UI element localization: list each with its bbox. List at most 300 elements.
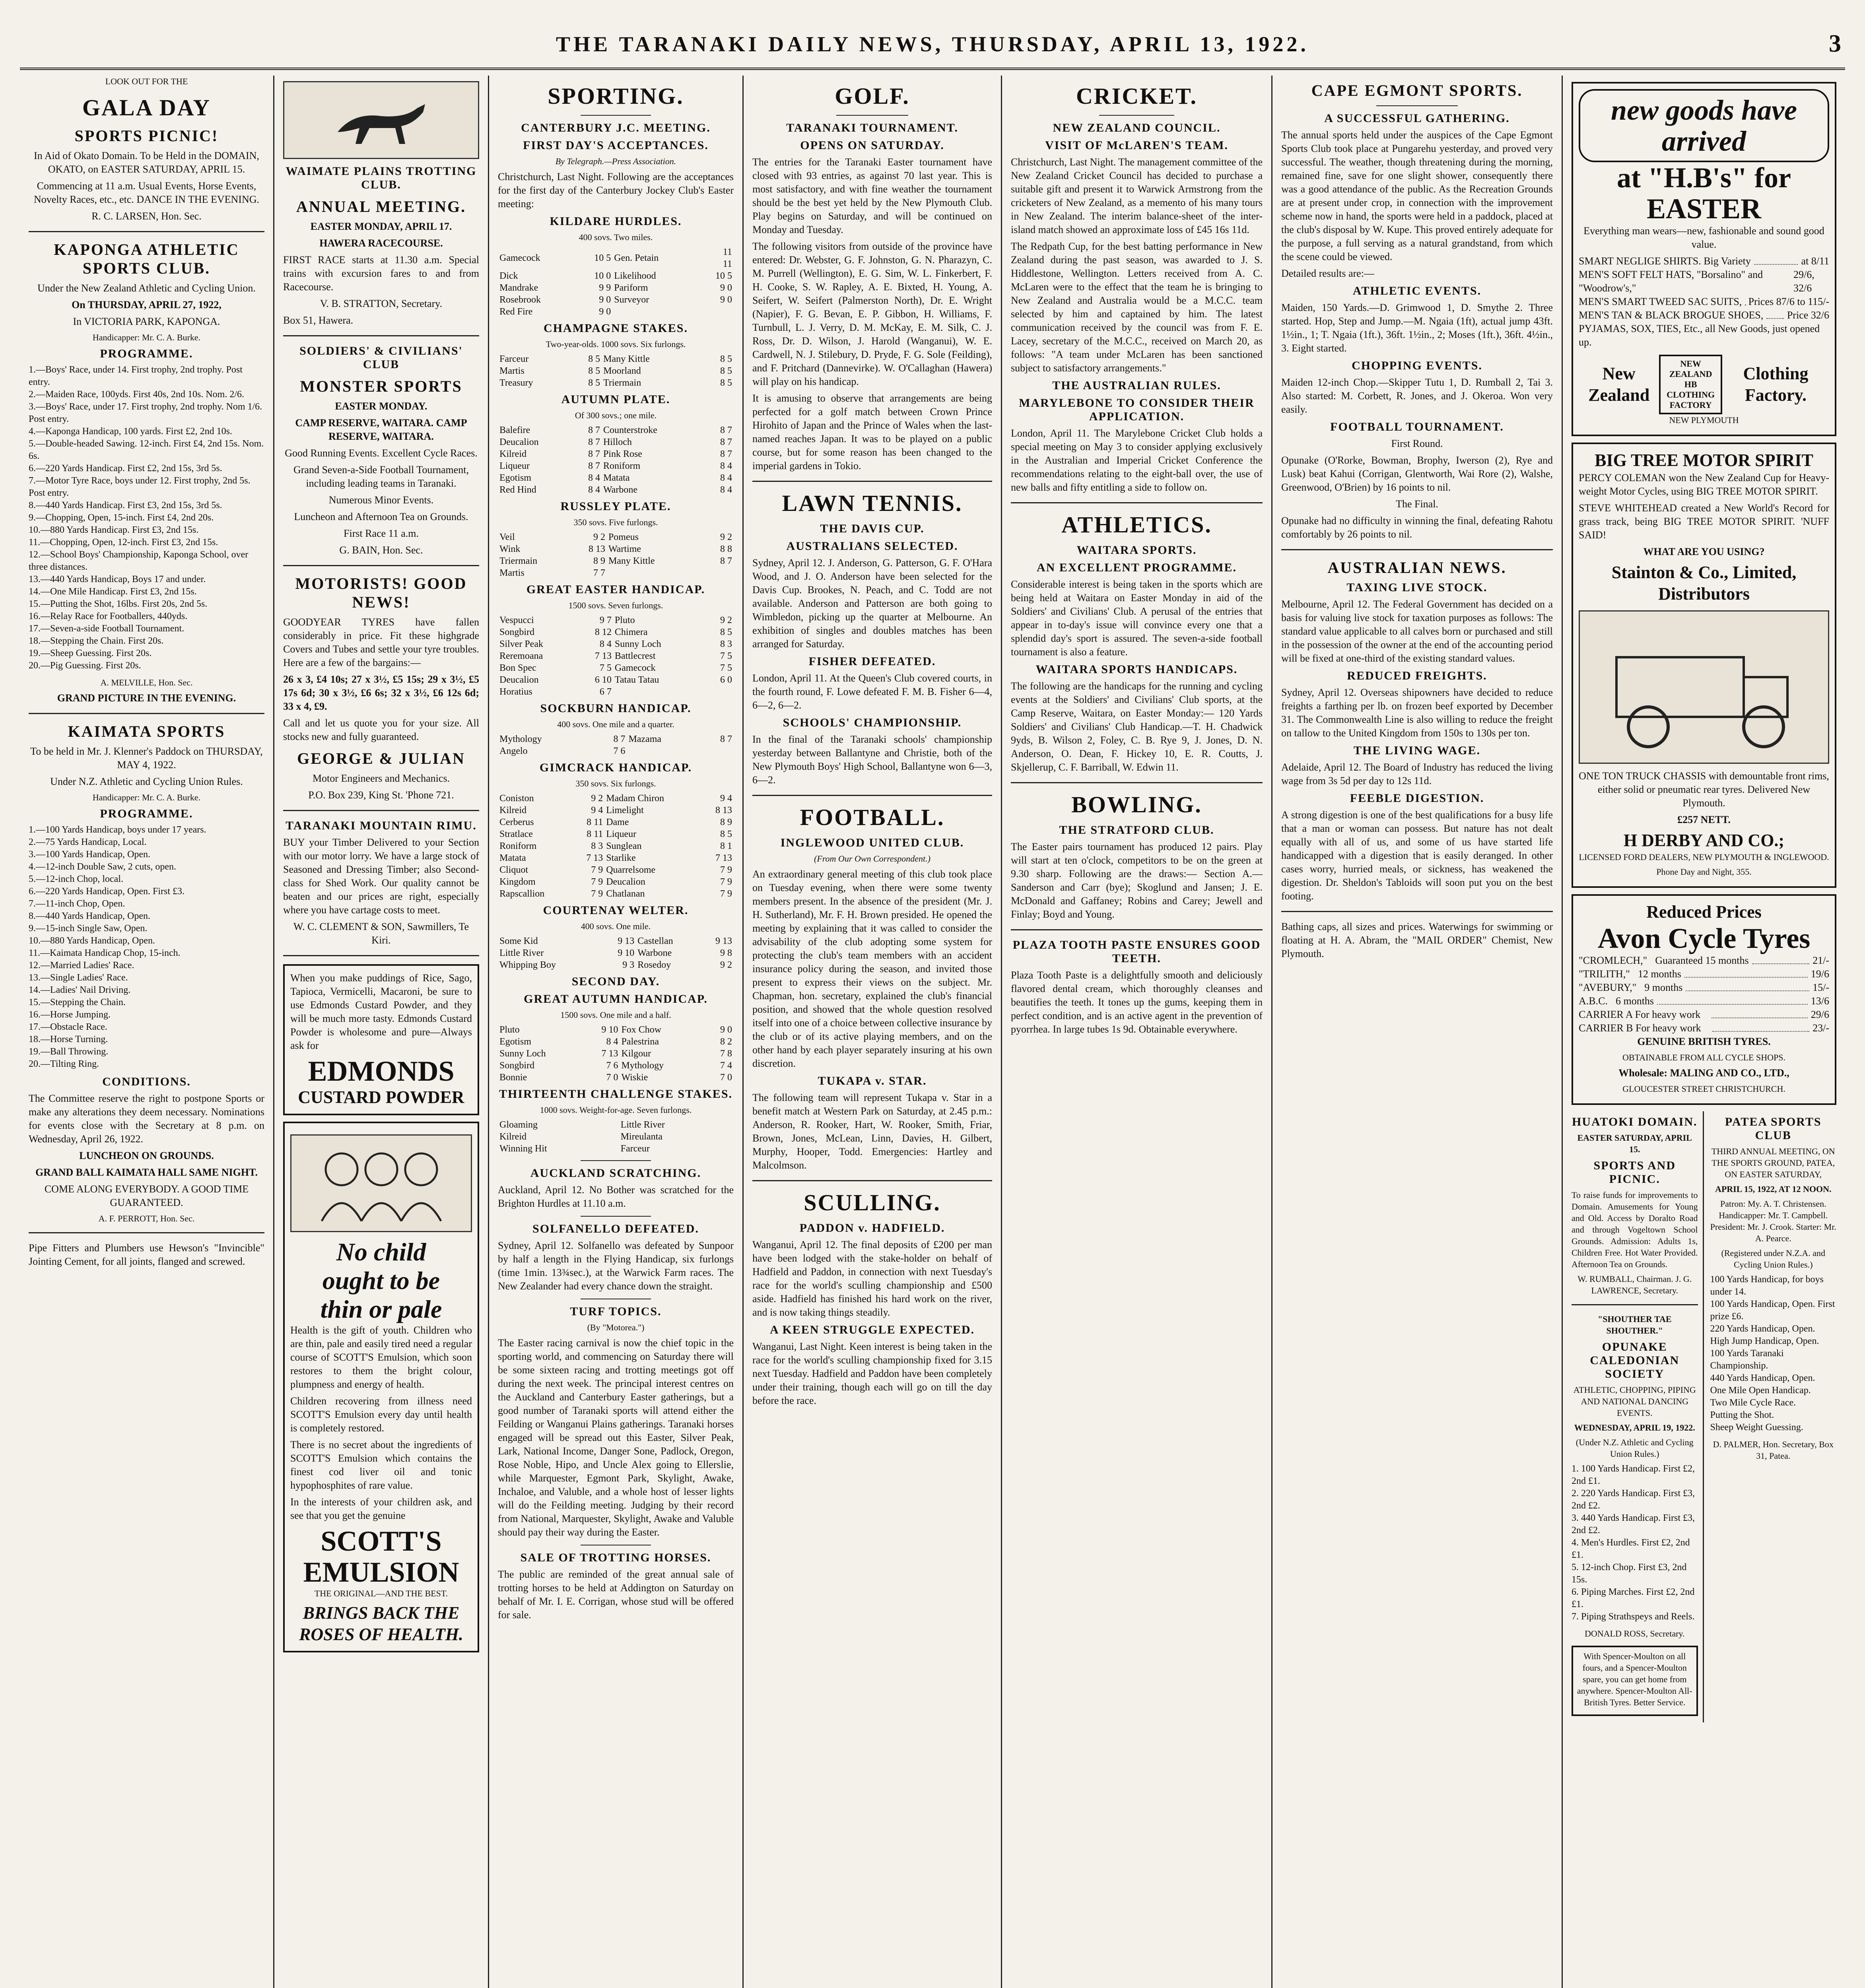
wholesale: Wholesale: MALING AND CO., LTD., (1618, 1067, 1789, 1079)
table-row (498, 947, 734, 959)
column-3 (489, 76, 744, 1988)
divider (752, 795, 992, 796)
horse-name (607, 567, 711, 579)
horse-weight: 8 4 (720, 461, 732, 471)
sale-text: The public are reminded of the great annual sale of trotting horses to be held at Addington on Saturday on behalf of Mr. I. E. Corrigan, whose stud will be offered for sale. (498, 1569, 734, 1621)
divider (1011, 502, 1263, 503)
horse-weight: 9 4 (720, 793, 732, 804)
living-text: Adelaide, April 12. The Board of Industry has reduced the living wage from 3s 5d per day to 12s 11d. (1281, 761, 1553, 786)
price-item: MEN'S SMART TWEED SAC SUITS, (1579, 296, 1742, 307)
horse-weight: 8 5 (588, 366, 600, 376)
gala-lookout: LOOK OUT FOR THE (105, 76, 188, 86)
luncheon-2: Luncheon and Afternoon Tea on Grounds. (294, 511, 468, 522)
list-item: 2.—75 Yards Handicap, Local. (29, 837, 147, 847)
second-day: SECOND DAY. (571, 975, 660, 988)
divider (752, 481, 992, 482)
table-row (498, 733, 734, 745)
leader-dots (1686, 981, 1809, 991)
scott-headline-1: No child (336, 1238, 426, 1266)
conditions-label: CONDITIONS. (102, 1075, 191, 1088)
soldiers-secretary: G. BAIN, Hon. Sec. (339, 544, 423, 556)
excellent-programme: AN EXCELLENT PROGRAMME. (1037, 561, 1237, 574)
table-row (498, 1060, 734, 1072)
list-item: 11.—Kaimata Handicap Chop, 15-inch. (29, 948, 181, 958)
stratford-club: THE STRATFORD CLUB. (1059, 823, 1214, 837)
price-row (1579, 309, 1829, 322)
table-row (498, 472, 734, 484)
programme-label: PROGRAMME. (100, 807, 193, 820)
price-item: SMART NEGLIGE SHIRTS. Big Variety (1579, 255, 1751, 267)
taranaki-tournament: TARANAKI TOURNAMENT. (786, 121, 958, 134)
taxing-text: Melbourne, April 12. The Federal Government has decided on a basis for valuing live stock for taxation purposes as follows: The standard value applicable to all calves born or purchased and still in the possession of the owner at the end of the accounting period will be fixed at one-third of the existing standard values. (1281, 598, 1553, 664)
horse-name: Horatius (499, 687, 532, 697)
horse-name: Matata (603, 473, 630, 483)
stainton: Stainton & Co., Limited, Distributors (1611, 563, 1797, 604)
section-cricket: CRICKET. (1076, 83, 1197, 109)
scott-brand: SCOTT'S EMULSION (303, 1525, 459, 1588)
horse-illustration (283, 81, 479, 159)
table-row (498, 864, 734, 876)
horse-weight: 8 7 (588, 461, 600, 471)
divider (581, 1216, 651, 1217)
horse-name: Roniform (603, 461, 641, 471)
tyre-row (1579, 981, 1829, 994)
race-table (498, 792, 734, 900)
table-row (498, 662, 734, 674)
rimu-signature: W. C. CLEMENT & SON, Sawmillers, Te Kiri. (293, 921, 469, 946)
horse-name: Liqueur (606, 829, 637, 839)
horse-name: Pluto (499, 1025, 520, 1035)
kaimata-handicapper: Handicapper: Mr. C. A. Burke. (92, 792, 201, 802)
grand-seven: Grand Seven-a-Side Football Tournament, including leading teams in Taranaki. (293, 464, 469, 489)
horse-name: Gen. Petain (614, 253, 659, 263)
horse-weight: 8 9 (593, 556, 605, 566)
price-row (1579, 322, 1829, 349)
hbs-easter: at "H.B's" for EASTER (1617, 162, 1791, 225)
list-item: 1.—100 Yards Handicap, boys under 17 years. (29, 825, 206, 835)
tyre-price: 23/- (1813, 1022, 1829, 1034)
horse-name: Likelihood (614, 271, 656, 281)
golf-text-3: It is amusing to observe that arrangements are being perfected for a golf match between Crown Prince Hirohito of Japan and the Prince of Wales when the last-named reaches Japan. It was to be played on a public course, but for some reason has been changed to the imperial gardens in Tokio. (752, 392, 992, 472)
horse-weight: 7 9 (720, 865, 732, 875)
by-telegraph: By Telegraph.—Press Association. (555, 156, 676, 166)
list-item: 11.—Chopping, Open, 12-inch. First £3, 2nd 15s. (29, 537, 218, 547)
tyre-price: 29/6 (1811, 1009, 1829, 1020)
horse-name: Little River (499, 948, 544, 958)
race-table (498, 424, 734, 496)
horse-weight: 9 2 (720, 960, 732, 970)
keen-text: Wanganui, Last Night. Keen interest is being taken in the race for the world's sculling championship fixed for 3.15 next Tuesday. Hadfield and Paddon have been completely under their training, though each will go on till the day before the race. (752, 1341, 992, 1406)
horse-name: Veil (499, 532, 515, 542)
horse-name: Rosebrook (499, 295, 541, 305)
reduced-freights: REDUCED FREIGHTS. (1347, 669, 1487, 682)
nz-council: NEW ZEALAND COUNCIL. (1053, 121, 1221, 134)
taxing-live-stock: TAXING LIVE STOCK. (1346, 581, 1488, 594)
horse-weight: 7 6 (606, 1060, 618, 1071)
list-item: 2.—Maiden Race, 100yds. First 40s, 2nd 10s. Nom. 2/6. (29, 389, 244, 400)
horse-weight: 10 5 (594, 253, 611, 263)
horse-weight: 8 13 (588, 544, 605, 554)
horse-name: Pink Rose (603, 449, 642, 459)
list-item: Two Mile Cycle Race. (1710, 1398, 1796, 1408)
list-item: 100 Yards Taranaki Championship. (1710, 1348, 1784, 1371)
horse-name: Madam Chiron (606, 793, 664, 804)
horse-name: Farceur (499, 354, 529, 364)
price-value: 29/6, 32/6 (1793, 269, 1814, 294)
price-row (1579, 254, 1829, 268)
table-row (498, 246, 734, 270)
list-item: 19.—Ball Throwing. (29, 1046, 109, 1057)
huatoki-date: EASTER SATURDAY, APRIL 15. (1577, 1133, 1692, 1154)
spencer-text: With Spencer-Moulton on all fours, and a Spencer-Moulton spare, you can get home from anywhere. Spencer-Moulton All-British Tyres. Better Service. (1577, 1651, 1692, 1707)
section-athletics: ATHLETICS. (1061, 512, 1212, 538)
handicaps-text: The following are the handicaps for the running and cycling events at the Soldiers' and Civilians' Club sports, at the Camp Reserve, Waitara, on Easter Monday:— 120 Yards Soldiers' and Civilians' Club Handicap.—T. H. Chadwick 9yds, B. Wilson 2, Foley, C. B. Rye 9, J. Jones, D. N. Anderson, O. Dean, F. Hickey 10, E. R. Coutts, J. Skjellerup, C. F. Barriball, W. Edwin 11. (1011, 680, 1263, 773)
horse-name: Matata (499, 853, 526, 863)
horse-weight: 7 13 (715, 853, 732, 863)
table-row (498, 876, 734, 888)
horse-weight: 8 9 (720, 817, 732, 827)
athletic-events: ATHLETIC EVENTS. (1352, 284, 1482, 297)
horse-name: Rosedoy (637, 960, 671, 970)
horse-name: Battlecrest (614, 651, 656, 661)
horse-name: Cerberus (499, 817, 534, 827)
horse-name: Deucalion (499, 675, 539, 685)
right-bottom-ads (1710, 1111, 1837, 1722)
table-row (498, 460, 734, 472)
opunake-sub: ATHLETIC, CHOPPING, PIPING AND NATIONAL DANCING EVENTS. (1573, 1385, 1696, 1418)
list-item: 13.—Single Ladies' Race. (29, 973, 128, 983)
horse-weight: 9 2 (720, 532, 732, 542)
price-value: Prices 87/6 to 115/- (1748, 296, 1829, 307)
list-item: 13.—440 Yards Handicap, Boys 17 and under. (29, 574, 206, 584)
horse-weight: 8 7 (720, 425, 732, 435)
leader-dots (1752, 954, 1810, 964)
truck-illustration (1579, 610, 1829, 764)
annual-meeting: ANNUAL MEETING. (296, 198, 466, 215)
divider (836, 115, 908, 116)
tyre-name: A.B.C. (1579, 995, 1608, 1007)
plaza-heading: PLAZA TOOTH PASTE ENSURES GOOD TEETH. (1012, 938, 1261, 965)
horse-weight: 6 10 (594, 675, 612, 685)
horse-name: Sunny Loch (614, 639, 661, 649)
list-item: 3.—Boys' Race, under 17. First trophy, 2nd trophy. Nom 1/6. Post entry. (29, 402, 262, 424)
tyre-row (1579, 1021, 1829, 1035)
soldiers-title: SOLDIERS' & CIVILIANS' CLUB (299, 344, 463, 371)
bathing-ad: Bathing caps, all sizes and prices. Waterwings for swimming or floating at H. A. Abram, the "MAIL ORDER" Chemist, New Plymouth. (1281, 921, 1553, 959)
table-row (498, 804, 734, 816)
horse-weight: 8 5 (720, 366, 732, 376)
horse-name: Castellan (637, 936, 673, 946)
good-running: Good Running Events. Excellent Cycle Races. (285, 447, 478, 459)
gala-text: In Aid of Okato Domain. To be Held in the DOMAIN, OKATO, on EASTER SATURDAY, APRIL 15. (34, 150, 259, 175)
kaimata-union: Under N.Z. Athletic and Cycling Union Rules. (50, 776, 243, 787)
gj-address: P.O. Box 239, King St. 'Phone 721. (308, 789, 454, 801)
horse-weight (711, 745, 734, 757)
list-item: 3.—100 Yards Handicap, Open. (29, 849, 150, 860)
table-row (498, 353, 734, 365)
horse-weight: 9 0 (720, 1025, 732, 1035)
masthead (20, 24, 1845, 70)
horse-name: Bon Spec (499, 663, 536, 673)
leader-dots (1657, 994, 1808, 1005)
come-along: COME ALONG EVERYBODY. A GOOD TIME GUARANTEED. (44, 1183, 249, 1208)
scott-headline-2: ought to be (322, 1266, 440, 1295)
bottom-ads (1572, 1111, 1836, 1722)
list-item: 20.—Pig Guessing. First 20s. (29, 660, 141, 671)
waimate-title: WAIMATE PLAINS TROTTING CLUB. (286, 165, 477, 191)
list-item: 220 Yards Handicap, Open. (1710, 1324, 1815, 1334)
truck-text: ONE TON TRUCK CHASSIS with demountable front rims, either solid or pneumatic rear tyres. Delivered New Plymouth. (1579, 770, 1829, 809)
race-conditions: 350 sovs. Six furlongs. (575, 779, 656, 788)
opens-saturday: OPENS ON SATURDAY. (800, 139, 944, 152)
horse-weight: 9 7 (599, 615, 612, 625)
horse-weight: 8 11 (587, 817, 603, 827)
first-round: First Round. (1391, 438, 1443, 449)
athletics-text: Considerable interest is being taken in the sports which are being held at Waitara on Easter Monday in aid of the Soldiers' and Civilians' Club. A perusal of the entries that appear in to-day's issue will convince every one that a splendid day's sport is assured. The seven-a-side football tournament is also a feature. (1011, 579, 1263, 658)
horse-name: Sunglean (606, 841, 642, 851)
big-tree-title: BIG TREE MOTOR SPIRIT (1595, 450, 1813, 470)
horse-weight (711, 306, 734, 318)
race-heading: KILDARE HURDLES. (550, 215, 682, 228)
table-row (498, 674, 734, 686)
horse-name: Kilreid (499, 449, 526, 459)
patea-officials: Patron: My. A. T. Christensen. Handicapper: Mr. T. Campbell. President: Mr. J. Crook. Starter: Mr. A. Pearce. (1710, 1199, 1836, 1243)
kaponga-date: On THURSDAY, APRIL 27, 1922, (72, 299, 221, 311)
horse-weight: 8 4 (606, 1037, 618, 1047)
divider (581, 115, 651, 116)
list-item: 7.—11-inch Chop, Open. (29, 899, 125, 909)
waimate-box: Box 51, Hawera. (283, 315, 354, 326)
horse-name: Mandrake (499, 283, 538, 293)
horse-weight: 8 8 (720, 544, 732, 554)
race-table (498, 353, 734, 389)
horse-name: Egotism (499, 1037, 532, 1047)
inglewood-club: INGLEWOOD UNITED CLUB. (780, 836, 964, 849)
horse-name: Red Fire (499, 307, 533, 317)
horse-name: Sunny Loch (499, 1048, 546, 1059)
horse-name: Mazama (628, 734, 662, 744)
marylebone: MARYLEBONE TO CONSIDER THEIR APPLICATION. (1019, 396, 1255, 423)
tyre-price: 15/- (1813, 982, 1829, 993)
divider (581, 1160, 651, 1161)
great-autumn-table (498, 1024, 734, 1083)
race-conditions: 400 sovs. Two miles. (579, 232, 653, 242)
aus-rules-text: London, April 11. The Marylebone Cricket Club holds a special meeting on May 3 to consider applying exclusively in the Australian and Imperial Cricket Conference the recommendations relating to the eight-ball over, the use of new balls and fifty entitling a side to follow on. (1011, 427, 1263, 493)
table-row (498, 484, 734, 496)
list-item: 16.—Relay Race for Footballers, 440yds. (29, 611, 188, 621)
horse-weight: 7 5 (720, 663, 732, 673)
patea-union: (Registered under N.Z.A. and Cycling Union Rules.) (1721, 1248, 1825, 1270)
horse-name: Dame (606, 817, 629, 827)
tyre-price: 19/6 (1811, 968, 1829, 980)
scott-original: THE ORIGINAL—AND THE BEST. (314, 1588, 448, 1598)
horse-name: Balefire (499, 425, 530, 435)
gala-subtitle: SPORTS PICNIC! (74, 127, 219, 145)
big-tree-text-1: PERCY COLEMAN won the New Zealand Cup for Heavy-weight Motor Cycles, using BIG TREE MOTOR SPIRIT. (1579, 472, 1829, 497)
list-item: 100 Yards Handicap, Open. First prize £6. (1710, 1299, 1835, 1322)
kaponga-sub: Under the New Zealand Athletic and Cycling Union. (37, 282, 256, 294)
patea-programme (1710, 1274, 1837, 1434)
tyre-price: 21/- (1813, 955, 1829, 966)
horse-name: Cliquot (499, 865, 528, 875)
horse-name: Triermain (499, 556, 538, 566)
horse-name: Fox Chow (621, 1025, 662, 1035)
horse-weight: 9 3 (622, 960, 635, 970)
race-acceptances (498, 215, 734, 971)
table-row (498, 626, 734, 638)
table-row (498, 745, 734, 757)
australian-news: AUSTRALIAN NEWS. (1327, 559, 1507, 577)
page-title: THE TARANAKI DAILY NEWS, THURSDAY, APRIL 13, 1922. (556, 32, 1309, 56)
scott-headline-3: thin or pale (320, 1295, 442, 1323)
section-sculling: SCULLING. (804, 1190, 941, 1215)
horse-name: Many Kittle (603, 354, 650, 364)
column-6 (1272, 76, 1563, 1988)
horse-name: Quarrelsome (606, 865, 656, 875)
horse-weight: 8 4 (720, 473, 732, 483)
football-tournament: FOOTBALL TOURNAMENT. (1330, 420, 1504, 433)
list-item: 12.—School Boys' Championship, Kaponga School, over three distances. (29, 549, 249, 572)
tyre-guarantee: Guaranteed 15 months (1655, 955, 1749, 966)
horse-name: Wiskie (621, 1072, 648, 1083)
australian-rules: THE AUSTRALIAN RULES. (1052, 379, 1221, 392)
horse-name: Many Kittle (608, 556, 655, 566)
tyre-guarantee: 12 months (1638, 968, 1681, 980)
list-item: High Jump Handicap, Open. (1710, 1336, 1819, 1346)
horse-name: Kilgour (621, 1048, 651, 1059)
list-item: 4. Men's Hurdles. First £2, 2nd £1. (1572, 1538, 1690, 1560)
list-item: 4.—Kaponga Handicap, 100 yards. First £2, 2nd 10s. (29, 426, 232, 437)
section-golf: GOLF. (835, 83, 910, 109)
everything-text: Everything man wears—new, fashionable and sound good value. (1583, 225, 1824, 250)
feeble-digestion: FEEBLE DIGESTION. (1350, 792, 1484, 805)
list-item: 5.—12-inch Chop, local. (29, 874, 123, 884)
table-row (498, 436, 734, 448)
list-item: 8.—440 Yards Handicap, Open. (29, 911, 150, 921)
scotts-emulsion-ad (283, 1122, 479, 1652)
truck-price: £257 NETT. (1677, 814, 1731, 825)
children-illustration (290, 1134, 472, 1232)
list-item: 6.—220 Yards Handicap. First £2, 2nd 15s, 3rd 5s. (29, 463, 222, 474)
horse-weight: 6 7 (599, 687, 612, 697)
programme-label: PROGRAMME. (100, 347, 193, 360)
list-item: 18.—Stepping the Chain. First 20s. (29, 636, 164, 646)
golf-text-2: The following visitors from outside of the province have entered: Dr. Webster, G. F. Johnston, G. N. Pharazyn, C. M. Purrell (Wellington), E. G. Sim, W. L. Finkerbert, F. H. Cooke, S. W. Rapley, A. E. Bixted, H. Young, A. Seifert, W. Seifert (Palmerston North), Dr. E. Wright (Napier), F. G. Bevan, E. P. Gibbon, H. Williams, F. Turnbull, L. J. Verry, D. M. McKay, E. M. Silk, C. J. Ross, Dr. D. Wilson, J. Harold (Wanganui), W. E. Cardwell, N. J. Stilebury, D. Pryde, F. G. Sole (Feilding), and F. Pritchard (Dannevirke). W. O'Callaghan (Hawera) will play on his handicap. (752, 241, 992, 387)
horse-weight: 10 5 (715, 271, 732, 281)
cape-text: The annual sports held under the auspices of the Cape Egmont Sports Club took place at Pungarehu yesterday, and proved very successful. The weather, though threatening during the morning, remained fine, save for one slight shower, consequently there was a good attendance of the public. As the Recreation Grounds are at present under crop, in connection with the improvement scheme now in hand, the sports were held in a paddock, placed at the club's disposal by W. Kupe. This proved entirely adequate for the purpose, a full serving as a natural grandstand, from which the scene could be viewed. (1281, 129, 1553, 262)
horse-name: Mythology (499, 734, 542, 744)
table-row (498, 1072, 734, 1083)
tyre-name: CARRIER A For heavy work (1579, 1009, 1701, 1020)
table-row (498, 650, 734, 662)
successful-gathering: A SUCCESSFUL GATHERING. (1324, 112, 1510, 125)
horse-weight: 7 5 (720, 651, 732, 661)
horse-name: Whipping Boy (499, 960, 556, 970)
big-tree-text-2: STEVE WHITEHEAD created a New World's Record for grass track, being BIG TREE MOTOR SPIRIT. 'NUFF SAID! (1579, 502, 1829, 541)
table-row (498, 424, 734, 436)
nz-clothing-left: New Zealand (1588, 364, 1650, 405)
horse-name: Stratlace (499, 829, 533, 839)
horse-name: Chatlanan (606, 889, 645, 899)
fisher-text: London, April 11. At the Queen's Club covered courts, in the fourth round, F. Lowe defeated F. M. B. Fisher 6—4, 6—2, 6—2. (752, 672, 992, 711)
list-item: 14.—Ladies' Nail Driving. (29, 985, 131, 995)
opunake-secretary: DONALD ROSS, Secretary. (1584, 1629, 1685, 1639)
chopping-events: CHOPPING EVENTS. (1352, 359, 1482, 372)
chopping-text: Maiden 12-inch Chop.—Skipper Tutu 1, D. Rumball 2, Tai 3. Also started: M. Corbett, R. Jones, and J. Okeroa. Won very easily. (1281, 377, 1553, 415)
section-bowling: BOWLING. (1071, 792, 1202, 817)
left-bottom-ads (1572, 1111, 1704, 1722)
list-item: 4.—12-inch Double Saw, 2 cuts, open. (29, 862, 177, 872)
easter-monday: EASTER MONDAY, APRIL 17. (310, 221, 452, 232)
columns (20, 76, 1845, 1988)
section-sporting: SPORTING. (548, 83, 684, 109)
race-conditions: 1500 sovs. Seven furlongs. (568, 600, 663, 610)
horse-weight: 9 0 (599, 295, 611, 305)
table-row (498, 531, 734, 543)
horse-name: Red Hind (499, 485, 536, 495)
easter-monday-2: EASTER MONDAY. (335, 400, 427, 412)
horse-name: Winning Hit (499, 1143, 547, 1154)
solfanello-text: Sydney, April 12. Solfanello was defeated by Sunpoor by half a length in the Flying Handicap, six furlongs (time 1min. 13¾sec.), at the Warwick Farm races. The New Zealander had every chance down the straight. (498, 1240, 734, 1292)
divider (29, 713, 264, 714)
kaponga-handicapper: Handicapper: Mr. C. A. Burke. (92, 332, 201, 342)
horse-weight: 9 0 (720, 283, 732, 293)
shouther: "SHOUTHER TAE SHOUTHER." (1597, 1314, 1672, 1336)
spencer-moulton-ad (1572, 1646, 1698, 1716)
horse-weight: 8 4 (588, 485, 600, 495)
list-item: 17.—Obstacle Race. (29, 1022, 107, 1032)
column-5 (1002, 76, 1272, 1988)
horse-name: Reremoana (499, 651, 543, 661)
table-row (498, 888, 734, 900)
list-item: 14.—One Mile Handicap. First £3, 2nd 15s. (29, 586, 197, 597)
list-item: 20.—Tilting Ring. (29, 1059, 99, 1069)
horse-name: Wartime (608, 544, 641, 554)
horse-weight: 7 9 (591, 877, 603, 887)
list-item: 10.—880 Yards Handicap. First £3, 2nd 15s. (29, 525, 199, 535)
list-item: 3. 440 Yards Handicap. First £3, 2nd £2. (1572, 1513, 1695, 1536)
fisher-defeated: FISHER DEFEATED. (808, 655, 936, 668)
huatoki-text: To raise funds for improvements to Domain. Amusements for Young and Old. Access by Doralto Road and through Vogeltown School Grounds. Admission: Adults 1s, Children Free. Hot Water Provided. Afternoon Tea on Grounds. (1572, 1190, 1698, 1269)
table-row (498, 1024, 734, 1036)
horse-name: Palestrina (621, 1037, 659, 1047)
tyre-row (1579, 1008, 1829, 1021)
list-item: 5. 12-inch Chop. First £3, 2nd 15s. (1572, 1562, 1687, 1585)
horse-name: Gloaming (499, 1120, 538, 1130)
leader-dots (1766, 309, 1783, 319)
list-item: 9.—Chopping, Open, 15-inch. First £4, 2nd 20s. (29, 513, 214, 523)
list-item: 15.—Putting the Shot, 16lbs. First 20s, 2nd 5s. (29, 599, 208, 609)
horse-weight: 10 0 (594, 271, 611, 281)
patea-sub: THIRD ANNUAL MEETING, ON THE SPORTS GROUND, PATEA, ON EASTER SATURDAY, (1711, 1146, 1835, 1179)
call-text: Call and let us quote you for your size. All stocks new and fully guaranteed. (283, 717, 479, 742)
column-1 (20, 76, 274, 1988)
obtainable: OBTAINABLE FROM ALL CYCLE SHOPS. (1622, 1052, 1785, 1062)
opunake-union: (Under N.Z. Athletic and Cycling Union Rules.) (1576, 1437, 1694, 1459)
george-julian: GEORGE & JULIAN (297, 749, 465, 767)
table-row (498, 828, 734, 840)
horse-weight: 8 1 (720, 841, 732, 851)
horse-weight: 8 5 (720, 829, 732, 839)
living-wage: THE LIVING WAGE. (1353, 744, 1481, 757)
table-row (498, 306, 734, 318)
list-item: 7.—Motor Tyre Race, boys under 12. First trophy, 2nd 5s. Post entry. (29, 476, 251, 498)
football-text: An extraordinary general meeting of this club took place on Tuesday evening, when there were some twenty members present. In the absence of the president (Mr. J. H. Sutherland), Mr. F. H. Brown presided. He opened the meeting by explaining that it was called to consider the advisability of the club adopting some system for protecting the club's team members with an accident insurance policy during the season, and invited those present to express their views on the subject. Mr. Chapman, hon. secretary, explained the club's financial position, and showed that the whole question resolved itself into one of a choice between collective insurance by the club or of its active playing members, and on the other hand by each player separately insuring at his own discretion. (752, 868, 992, 1069)
race-table (498, 614, 734, 698)
table-row (498, 1119, 734, 1131)
huatoki-domain: HUATOKI DOMAIN. (1572, 1115, 1698, 1128)
horse-weight (596, 1143, 619, 1155)
